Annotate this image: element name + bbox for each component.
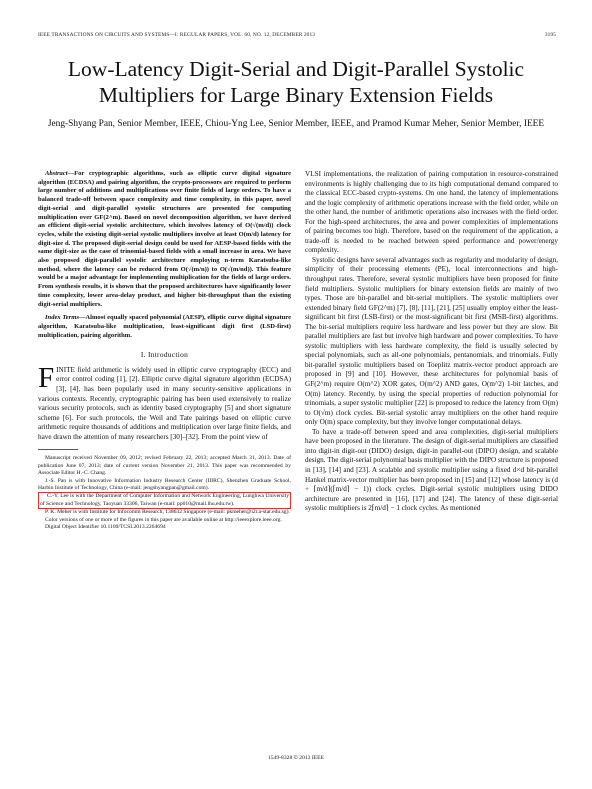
running-head xyxy=(38,32,556,38)
body-paragraph: VLSI implementations, the realization of pairing computation in resource-constrained environments is highly challenging due to its high computational demand compared to the classical ECC-based crypto-systems. On one hand, the latency of implementations and the logic complexity of arithmetic operations increase with the field order, while on the other hand, the number of arithmetic operations also increases with the field order. For the high-speed architectures, the area and power complexities of implementations of pairing becomes too high. Therefore, based on the requirement of the application, a trade-off is needed to be reached between speed performance and power/energy complexity. xyxy=(305,170,558,255)
footnote-divider xyxy=(38,449,78,450)
right-column xyxy=(305,170,558,514)
footnote-doi: Digital Object Identifier 10.1109/TCSI.2013.2264694 xyxy=(45,523,166,530)
footnote-color-versions: Color versions of one or more of the figures in this paper are available online at http://ieeexplore.ieee.org. xyxy=(45,516,282,523)
body-paragraph: To have a trade-off between speed and area complexities, digit-serial multipliers have been proposed in the literature. The design of digit-serial multipliers are classified into digit-in digit-out (DIDO) design, digit-in parallel-out (DIPO) design, and scalable design. The digit-serial polynomial basis multiplier with the DIPO structure is proposed in [13], [14] and [23]. A scalable and systolic multiplier using a fixed d×d bit-parallel Hankel matrix-vector multiplier has been proposed in [15] and [12] whose latency is (d + ⌈m/d⌉(⌈m/d⌉ − 1)) clock cycles. Digit-serial systolic multipliers using DIDO architecture are presented in [16], [17] and [24]. The latency of these digit-serial systolic multipliers is 2⌈m/d⌉ − 1 clock cycles. As mentioned xyxy=(305,427,558,513)
drop-cap: F xyxy=(38,361,55,394)
abstract xyxy=(38,170,291,309)
paper-title: Low-Latency Digit-Serial and Digit-Parallel Systolic Multipliers for Large Binary Extension Fields xyxy=(67,57,525,107)
footnote-author-pan: J.-S. Pan is with Innovative Information Industry Research Center (IIIRC), Shenzhen Graduate School, Harbin Institute of Technology, China (e-mail: jengshyangpan@gmail.com). xyxy=(38,477,291,491)
index-terms-label: Index Terms xyxy=(45,314,79,322)
intro-text: INITE field arithmetic is widely used in elliptic curve cryptography (ECC) and error control coding [1], [2]. Elliptic curve digital signature algorithm (ECDSA) [3], [4], has been popularly used in many security-sensitive applications in various contexts. Recently, cryptographic pairing has been used extensively to realize various security protocols, such as identity based cryptography [5] and short signature scheme [6]. For such protocols, the Weil and Tate pairings based on elliptic curve arithmetic require thousands of additions and multiplication over large finite fields, and have drawn the attention of many researchers [30]–[32]. From the point view of xyxy=(38,365,291,441)
abstract-label: Abstract xyxy=(45,170,68,177)
page-number: 3195 xyxy=(544,32,556,38)
index-terms-text: —Almost equally spaced polynomial (AESP), elliptic curve digital signature algorithm, Karatsuba-like multiplication, least-significant digit first (LSD-first) multiplication, pairing algorithm. xyxy=(38,314,291,339)
left-column xyxy=(38,170,291,531)
author-list: Jeng-Shyang Pan, Senior Member, IEEE, Chiou-Yng Lee, Senior Member, IEEE, and Pramod Kumar Meher, Senior Member, IEEE xyxy=(47,119,545,129)
index-terms xyxy=(38,314,291,340)
footnote-author-lee: C.-Y. Lee is with the Department of Computer Information and Network Engineering, Lunghwa University of Science and Technology, Taoyuan 33306, Taiwan (e-mail: pp010@mail.lhu.edu.tw). xyxy=(38,492,291,509)
copyright-footer: 1549-8328 © 2013 IEEE xyxy=(268,755,324,761)
intro-paragraph xyxy=(38,361,291,442)
body-paragraph: Systolic designs have several advantages such as regularity and modularity of design, simplicity of their processing elements (PE), local interconnections and high-throughput rates. Therefore, several systolic multipliers have been proposed for finite field multipliers. Systolic multipliers for binary extension fields are mainly of two types. Those are bit-parallel and bit-serial multipliers. The systolic multipliers over extended binary field GF(2^m) [7], [8], [11], [21], [25] usually employ either the least-significant bit first (LSB-first) or the most-significant bit first (MSB-first) algorithms. The bit-serial multipliers require less hardware and less power but they are slow. Bit parallel multipliers are fast but involve high hardware and power complexities. To have systolic multipliers with less hardware complexity, the field is usually selected by special polynomials, such as all-one polynomials, pentanomials, and trinomials. Fully bit-parallel systolic multipliers based on Toeplitz matrix-vector product approach are proposed in [9] and [10]. However, these architectures for polynomial basis of GF(2^m) require O(m^2) XOR gates, O(m^2) AND gates, O(m^2) 1-bit latches, and O(m) latency. Recently, by using the special properties of reduction polynomial for trinomials, a super systolic multiplier [22] is proposed to reduce the latency from O(m) to O(√m) clock cycles. Bit-serial systolic array multipliers on the other hand require only O(m) space complexity, but they involve longer computational delays. xyxy=(305,255,558,427)
footnote-author-meher: P. K. Meher is with Institute for Infocomm Research, 138632 Singapore (e-mail: pkmeher@i2r.a-star.edu.sg). xyxy=(45,509,290,516)
abstract-text: —For cryptographic algorithms, such as elliptic curve digital signature algorithm (ECDSA) and pairing algorithm, the crypto-processors are required to perform large number of additions and multiplications over finite fields of large orders. To have a balanced trade-off between space complexity and time complexity, in this paper, novel digit-serial and digit-parallel systolic structures are presented for computing multiplication over GF(2^m). Based on novel decomposition algorithm, we have derived an efficient digit-serial systolic architecture, which involves latency of O(√(m/d)) clock cycles, while the existing digit-serial systolic multipliers involve at least O(m/d) latency for digit-size d. The proposed digit-serial design could be used for AESP-based fields with the same digit-size as the case of trinomial-based fields with a small increase in area. We have also proposed digit-parallel systolic architecture employing n-term Karatsuba-like method, where the latency can be reduced from O(√(m/n)) to O(√(m/nd)). This feature would be a major advantage for implementing multiplication for the fields of large orders. From synthesis results, it is shown that the proposed architectures have significantly lower time complexity, lower area-delay product, and higher bit-throughput than the existing digit-serial multipliers. xyxy=(38,170,291,308)
journal-name: IEEE TRANSACTIONS ON CIRCUITS AND SYSTEMS—I: REGULAR PAPERS, VOL. 60, NO. 12, DECEMBER 2013 xyxy=(38,32,316,38)
section-heading: I. Introduction xyxy=(140,350,189,360)
footnote-received: Manuscript received November 09, 2012; revised February 22, 2013; accepted March 31, 2013. Date of publication June 07, 2013; date of current version November 21, 2013. This paper was recommended by Associate Editor H.-C. Chang. xyxy=(38,455,291,477)
